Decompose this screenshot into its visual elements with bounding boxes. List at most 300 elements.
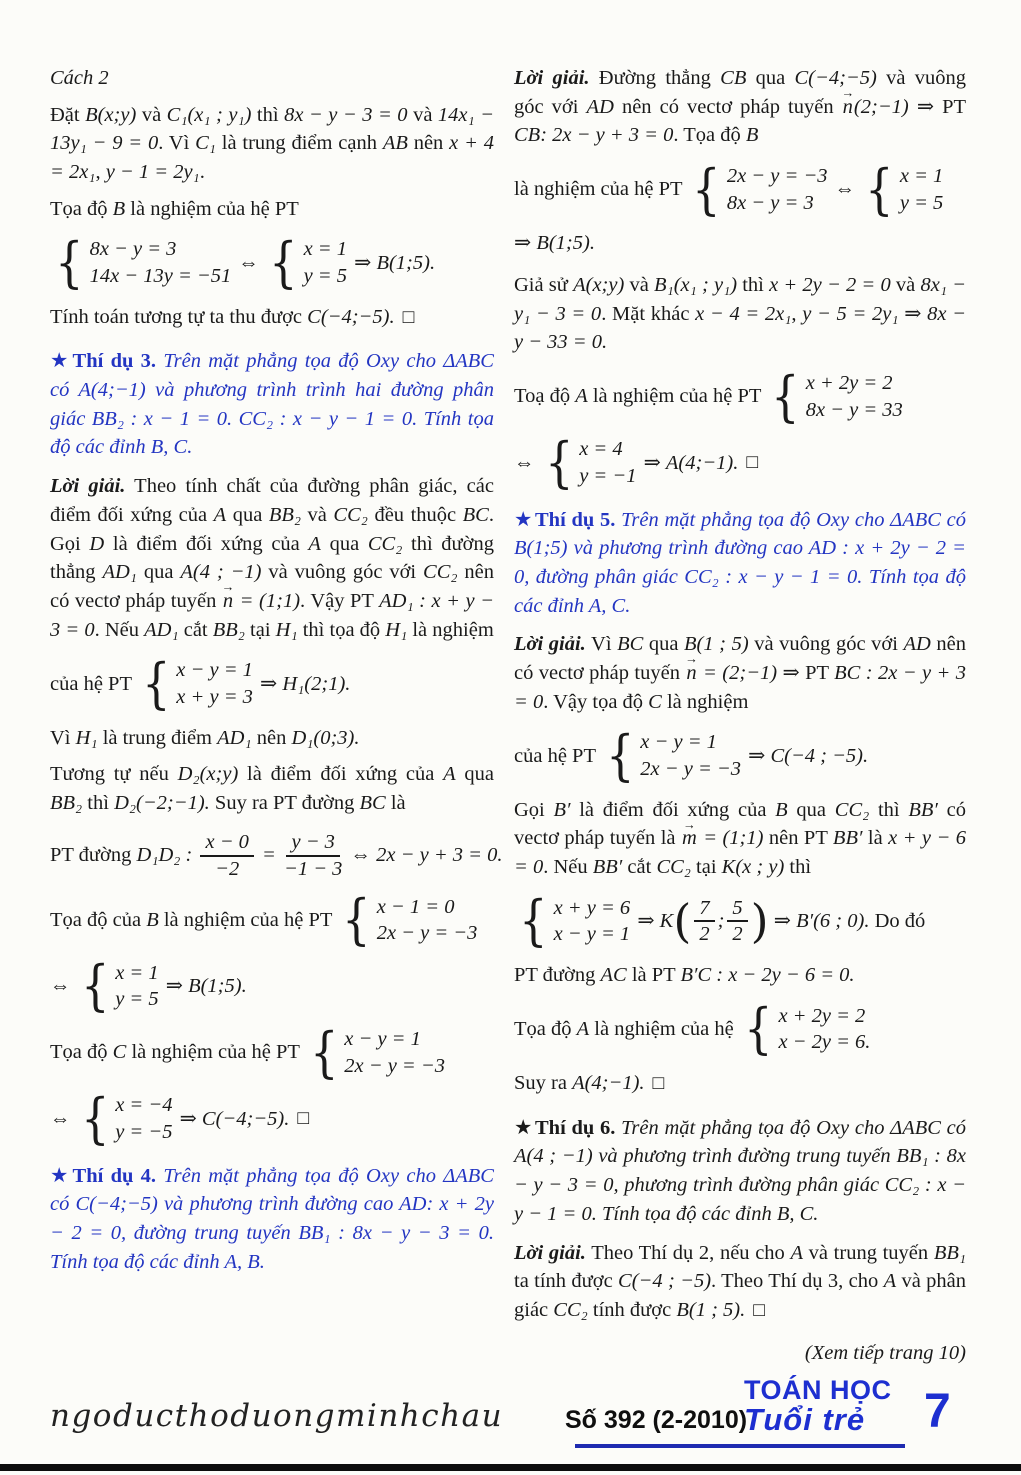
text-run: B(1 ; 5).: [676, 1298, 746, 1321]
text-run: B: [146, 908, 159, 931]
equation-system: [542, 430, 637, 494]
system-lines: [377, 894, 478, 947]
equation-line: x + y = 6: [553, 896, 631, 919]
right-column: [514, 56, 966, 1375]
text-run: CC₂: [834, 798, 870, 821]
text-run: B(1;5).: [536, 232, 595, 255]
equation-line: x = 4: [579, 438, 623, 461]
text-run: qua: [643, 633, 685, 656]
text-run: C(−4 ; −5).: [770, 744, 869, 767]
text-run: Trên mặt phẳng tọa độ Oxy cho ΔABC có A(4 ; −1) và phương trình đường trung tuyến BB₁ : 8x − y − 3 = 0, phương trình đường phân giác CC₂ : x − y − 1 = 0. Tính tọa độ các đỉnh B, C.: [514, 1116, 966, 1225]
paragraph: [50, 724, 494, 753]
fraction: [284, 831, 342, 881]
paragraph: [514, 1239, 966, 1325]
text-run: B(1;5).: [188, 975, 247, 998]
paragraph: [514, 961, 966, 990]
text-run: Thí dụ 3.: [72, 350, 157, 373]
text-run: nên có vectơ pháp tuyến: [50, 561, 495, 612]
text-run: ⇔: [829, 178, 861, 201]
text-run: A: [790, 1241, 803, 1264]
equation-system: [516, 889, 631, 953]
text-run: CB: 2x − y + 3 = 0: [514, 124, 674, 147]
text-run: Theo tính chất của đường phân giác, các điểm đối xứng của: [50, 475, 494, 526]
left-column: [50, 56, 503, 1286]
equation-line: 2x − y = −3: [726, 165, 828, 188]
system-lines: [115, 960, 158, 1013]
paragraph: [50, 303, 494, 332]
text-run: C₁(x₁ ; y₁): [166, 103, 252, 126]
star-icon: ★: [514, 1116, 533, 1139]
text-run: là nghiệm của hệ PT: [514, 178, 688, 201]
qed-box-icon: □: [297, 1108, 310, 1130]
equation-system: [689, 157, 828, 221]
text-run: . Vậy PT: [300, 589, 380, 612]
system-brace: {: [269, 230, 298, 294]
text-run: Trên mặt phẳng tọa độ Oxy cho ΔABC có B(1;5) và phương trình đường cao AD : x + 2y − 2 = 0, đường phân giác CC₂ : x − y − 1 = 0. Tính tọa độ các đỉnh A, C.: [514, 508, 966, 617]
paragraph: [50, 195, 494, 224]
system-lines: [344, 1026, 445, 1079]
text-run: BC: [617, 633, 644, 656]
system-lines: [778, 1003, 870, 1056]
text-run: (Xem tiếp trang 10): [804, 1341, 966, 1364]
text-run: là điểm đối xứng của: [570, 798, 776, 821]
text-run: Toạ độ: [514, 385, 576, 408]
text-run: C(−4;−5).: [307, 305, 395, 328]
issue-underline: [575, 1444, 905, 1448]
vector-arrow-icon: →: [221, 580, 235, 595]
text-run: . Nếu: [94, 618, 145, 641]
issue-number: Số 392 (2-2010): [565, 1406, 748, 1434]
text-run: thì: [251, 103, 285, 126]
text-run: A: [575, 385, 588, 408]
text-run: và phân giác: [514, 1270, 966, 1321]
paragraph: [50, 760, 494, 817]
vector-arrow-icon: →: [682, 817, 696, 832]
text-run: C(−4;−5).: [201, 1107, 290, 1130]
text-run: AD₁: [144, 618, 179, 641]
equation-line: y = −1: [579, 465, 637, 488]
equation-system: [52, 230, 232, 294]
page-number: 7: [924, 1385, 951, 1438]
system-lines: [554, 895, 631, 948]
equation-line: 8x − y = 3: [726, 191, 814, 214]
text-run: 8x − y − 3 = 0: [284, 103, 408, 126]
text-run: qua: [787, 798, 835, 821]
system-lines: [176, 657, 253, 710]
star-icon: ★: [50, 1164, 71, 1187]
equation-row: [514, 430, 966, 494]
equation-line: 14x − 13y = −51: [89, 265, 232, 288]
system-brace: {: [692, 157, 721, 221]
text-run: .: [199, 161, 205, 184]
text-run: ⇒: [349, 251, 377, 274]
text-run: và: [407, 103, 438, 126]
equation-row: [514, 229, 966, 258]
text-run: Trên mặt phẳng tọa độ Oxy cho ΔABC có A(4;−1) và phương trình trình hai đường phân giác BB₂ : x − 1 = 0. CC₂ : x − y − 1 = 0. Tính tọa độ các đỉnh B, C.: [50, 350, 494, 459]
text-run: BB′: [592, 856, 623, 879]
text-run: x − 4 = 2x₁: [695, 302, 792, 325]
text-run: và: [624, 274, 655, 297]
system-brace: {: [544, 430, 574, 494]
text-run: Vì: [585, 633, 618, 656]
text-run: Giả sử: [514, 274, 574, 297]
equation-line: 8x − y = 33: [805, 398, 903, 421]
vector-symbol: → n: [685, 652, 698, 685]
text-run: . Vì: [158, 132, 196, 155]
text-run: và trung tuyến: [803, 1241, 934, 1264]
equation-row: [514, 889, 966, 953]
text-run: là nghiệm: [407, 618, 494, 641]
text-run: Suy ra PT đường: [209, 791, 360, 814]
text-run: ⇒ PT: [777, 662, 835, 685]
equation-system: [78, 1086, 173, 1150]
text-run: A: [443, 763, 456, 786]
text-run: cắt: [622, 856, 657, 879]
logo-title-line1: TOÁN HỌC: [744, 1375, 892, 1405]
equation-system: [768, 364, 903, 428]
equation-line: 2x − y = −3: [344, 1054, 445, 1077]
text-run: C(−4;−5): [794, 67, 877, 89]
text-run: đều thuộc: [367, 503, 463, 526]
text-run: nên: [407, 132, 450, 155]
system-lines: [727, 163, 828, 216]
magazine-logo: [744, 1376, 892, 1437]
text-run: y − 1 = 2y₁: [105, 161, 200, 184]
paragraph: [514, 796, 966, 882]
fraction-numerator: y − 3: [286, 831, 339, 857]
text-run: AD₁: [102, 561, 137, 584]
qed-box-icon: □: [402, 306, 415, 328]
equation-row: [50, 651, 494, 715]
text-run: và vuông góc với: [514, 67, 966, 118]
text-run: C: [648, 690, 662, 713]
text-run: B: [775, 798, 788, 821]
text-run: tại: [690, 856, 722, 879]
example-heading: [50, 1162, 494, 1277]
text-run: thì: [737, 274, 770, 297]
text-run: B(1;5).: [376, 251, 436, 274]
text-run: tại: [244, 618, 276, 641]
equation-line: y = 5: [303, 265, 348, 288]
text-run: x + y − 6 = 0: [514, 827, 966, 879]
bottom-rule: [0, 1464, 1021, 1471]
text-run: Lời giải.: [514, 1241, 586, 1264]
text-run: . Mặt khác: [601, 302, 696, 325]
text-run: ⇔: [233, 251, 265, 274]
text-run: ⇒: [898, 302, 928, 325]
text-run: BB′: [832, 827, 863, 850]
text-run: K(x ; y): [721, 856, 785, 879]
text-run: AC: [600, 964, 627, 987]
text-run: B(1 ; 5): [684, 633, 749, 656]
text-run: ⇔: [514, 451, 540, 474]
continuation-note: [514, 1339, 966, 1368]
text-run: và vuông góc với: [261, 561, 424, 584]
text-run: Lời giải.: [514, 67, 590, 89]
example-heading: [514, 1114, 966, 1229]
equation-row: [50, 954, 494, 1018]
text-run: AD: [903, 633, 931, 656]
text-run: Thí dụ 5.: [535, 508, 616, 531]
equation-line: x + 2y = 2: [778, 1004, 866, 1027]
big-paren: ): [750, 894, 769, 948]
paragraph: [50, 64, 494, 93]
text-run: . Theo Thí dụ 3, cho: [711, 1270, 884, 1293]
text-run: 8x₁ − y₁ − 3 = 0: [514, 274, 966, 325]
system-brace: {: [80, 954, 110, 1018]
system-brace: {: [771, 364, 800, 428]
text-run: . Gọi: [50, 503, 494, 555]
system-lines: [900, 163, 943, 216]
equation-line: 8x − y = 3: [89, 238, 177, 261]
text-run: H₁: [385, 618, 408, 641]
text-run: và: [301, 503, 334, 526]
text-run: Tương tự nếu: [50, 763, 178, 786]
text-run: ⇒: [638, 451, 666, 474]
text-run: CC₂: [656, 856, 691, 879]
paragraph: [514, 64, 966, 150]
text-run: C₁: [195, 132, 216, 155]
text-run: của hệ PT: [514, 744, 601, 767]
text-run: thì: [784, 856, 812, 879]
paragraph: [514, 1069, 966, 1098]
text-run: D₁D₂ :: [136, 844, 198, 867]
fraction: [200, 831, 253, 881]
equation-line: x + y = 3: [176, 685, 253, 708]
text-run: CC₂: [367, 532, 403, 555]
text-run: là nghiệm: [661, 690, 749, 713]
text-run: ,: [95, 161, 106, 184]
text-run: cắt: [178, 618, 213, 641]
text-run: là nghiệm của hệ PT: [587, 385, 767, 408]
signature-handwriting: ngoducthoduongminhchau: [50, 1398, 504, 1434]
equation-line: x − 2y = 6.: [778, 1031, 871, 1054]
fraction-denominator: −2: [215, 857, 240, 880]
text-run: PT đường: [50, 844, 137, 867]
text-run: ⇔: [345, 844, 377, 867]
text-run: ⇒: [174, 1107, 202, 1130]
equation-line: x − y = 1: [176, 659, 253, 682]
text-run: C: [112, 1041, 127, 1064]
text-run: . Vậy tọa độ: [543, 690, 649, 713]
vector-symbol: → n: [841, 85, 855, 118]
text-run: thì tọa độ: [297, 618, 386, 641]
text-run: 8x − y − 33 = 0.: [514, 302, 966, 354]
fraction: [694, 897, 714, 947]
text-run: A(x;y): [573, 274, 625, 297]
equation-line: x − y = 1: [553, 923, 631, 946]
system-lines: [579, 436, 636, 489]
text-run: . Nếu: [543, 856, 593, 879]
text-run: AB: [382, 132, 408, 155]
text-run: = (1;1): [234, 589, 301, 612]
text-run: Tọa độ: [514, 1018, 577, 1041]
equation-system: [266, 230, 348, 294]
fraction-denominator: 2: [699, 923, 710, 946]
equation-system: [862, 157, 944, 221]
text-run: BB₂: [268, 503, 301, 526]
text-run: C(−4 ; −5): [618, 1270, 712, 1293]
text-run: . Tọa độ: [673, 124, 746, 147]
fraction-numerator: 5: [727, 897, 747, 923]
qed-box-icon: □: [746, 452, 759, 474]
text-run: ;: [717, 910, 725, 933]
fraction-numerator: x − 0: [200, 831, 253, 857]
text-run: A: [576, 1018, 590, 1041]
text-run: A(4 ; −1): [180, 561, 262, 584]
star-icon: ★: [514, 508, 533, 531]
text-run: B(x;y): [85, 103, 137, 126]
equation-line: x = 1: [899, 165, 944, 188]
equation-row: [514, 157, 966, 221]
big-paren: (: [673, 894, 692, 948]
text-run: là trung điểm cạnh: [215, 132, 383, 155]
text-run: Cách 2: [50, 67, 109, 89]
text-run: A(4;−1).: [572, 1072, 645, 1095]
example-heading: [50, 347, 494, 462]
system-brace: {: [141, 651, 171, 715]
text-run: BB₂: [50, 791, 83, 814]
text-run: 2x − y + 3 = 0.: [376, 844, 503, 867]
text-run: là nghiệm của hệ: [589, 1018, 739, 1041]
system-brace: {: [865, 157, 894, 221]
paragraph: [514, 630, 966, 716]
equation-line: x − y = 1: [640, 731, 717, 754]
qed-box-icon: □: [652, 1073, 665, 1095]
system-lines: [806, 370, 903, 423]
text-run: Lời giải.: [50, 475, 126, 498]
text-run: H₁: [75, 726, 98, 749]
text-run: là nghiệm của hệ PT: [158, 908, 338, 931]
system-brace: {: [342, 888, 371, 952]
equation-line: y = 5: [115, 988, 159, 1011]
text-run: và: [136, 103, 167, 126]
equation-system: [78, 954, 159, 1018]
text-run: qua: [136, 561, 181, 584]
text-run: H₁: [275, 618, 298, 641]
text-run: là: [385, 791, 406, 814]
text-run: AD₁ : x + y − 3 = 0: [50, 589, 494, 641]
text-run: Gọi: [514, 798, 554, 821]
text-run: AD: [586, 95, 614, 118]
fraction-numerator: 7: [694, 897, 714, 923]
system-lines: [90, 236, 232, 289]
vector-symbol: → m: [681, 817, 697, 850]
equation-system: [741, 997, 871, 1061]
text-run: D₂(−2;−1).: [114, 791, 210, 814]
equation-line: x = −4: [115, 1094, 173, 1117]
system-lines: [640, 729, 741, 782]
paragraph: [50, 472, 494, 644]
equation-system: [603, 724, 741, 788]
vector-arrow-icon: →: [841, 85, 855, 100]
equation-system: [307, 1020, 445, 1084]
text-run: qua: [746, 67, 795, 89]
text-run: B′(6 ; 0).: [796, 910, 870, 933]
text-run: B′: [553, 798, 571, 821]
text-run: Theo Thí dụ 2, nếu cho: [585, 1241, 791, 1264]
system-lines: [115, 1092, 172, 1145]
text-run: và vuông góc với: [748, 633, 904, 656]
fraction-denominator: −1 − 3: [284, 857, 343, 880]
text-run: là trung điểm: [97, 726, 218, 749]
text-run: ⇒: [514, 232, 537, 255]
equation-line: x + 2y = 2: [805, 372, 893, 395]
system-brace: {: [55, 230, 84, 294]
text-run: BB′: [908, 798, 938, 821]
paragraph: [50, 101, 494, 187]
equation-line: 2x − y = −3: [640, 758, 741, 781]
text-run: BC : 2x − y + 3 = 0: [514, 662, 966, 713]
text-run: BC: [462, 503, 489, 526]
logo-title-line2: Tuổi trẻ: [744, 1402, 866, 1438]
equation-row: [514, 364, 966, 428]
text-run: = (2;−1): [697, 662, 778, 685]
equation-line: x = 1: [115, 961, 159, 984]
text-run: Do đó: [869, 910, 926, 933]
text-run: ⇒ PT: [908, 95, 967, 118]
star-icon: ★: [50, 350, 71, 373]
equation-row: [514, 724, 966, 788]
equation-system: [339, 888, 478, 952]
equation-line: y = −5: [115, 1121, 173, 1144]
text-run: ⇒: [768, 910, 797, 933]
text-run: Tọa độ: [50, 1041, 113, 1064]
text-run: 14x₁ − 13y₁ − 9 = 0: [50, 103, 494, 155]
text-run: Đường thẳng: [589, 67, 721, 89]
text-run: A: [213, 503, 227, 526]
text-run: =: [256, 844, 281, 867]
text-run: (2;−1): [853, 95, 909, 118]
text-run: BC: [359, 791, 386, 814]
text-run: BB₁: [933, 1241, 966, 1264]
example-heading: [514, 506, 966, 621]
text-run: D: [89, 532, 105, 555]
text-run: ⇒: [632, 910, 660, 933]
text-run: B: [745, 124, 759, 147]
text-run: là nghiệm của hệ PT: [126, 1041, 305, 1064]
text-run: nên PT: [763, 827, 833, 850]
equation-line: x − 1 = 0: [376, 895, 455, 918]
text-run: B₁(x₁ ; y₁): [654, 274, 738, 297]
vector-symbol: → n: [221, 580, 235, 612]
text-run: Đặt: [50, 103, 86, 126]
text-run: ⇔: [50, 975, 76, 998]
text-run: y − 5 = 2y₁: [802, 302, 899, 325]
text-run: ⇒: [254, 672, 283, 695]
system-brace: {: [80, 1086, 110, 1150]
text-run: tính được: [587, 1298, 677, 1321]
text-run: CC₂: [553, 1298, 588, 1321]
equation-line: x − y = 1: [344, 1028, 421, 1051]
equation-row: [50, 1020, 494, 1084]
text-run: AD₁: [217, 726, 252, 749]
equation-line: y = 5: [899, 191, 944, 214]
text-run: là: [862, 827, 889, 850]
text-run: CB: [720, 67, 747, 89]
text-run: có vectơ pháp tuyến là: [514, 798, 966, 850]
text-run: thì: [869, 798, 909, 821]
system-brace: {: [519, 889, 548, 953]
text-run: B′C : x − 2y − 6 = 0.: [680, 964, 855, 987]
text-run: BB₂: [212, 618, 245, 641]
text-run: Vì: [50, 726, 76, 749]
equation-row: [50, 1086, 494, 1150]
equation-row: [514, 997, 966, 1061]
system-brace: {: [309, 1020, 339, 1084]
text-run: Trên mặt phẳng tọa độ Oxy cho ΔABC có C(−4;−5) và phương trình đường cao AD: x + 2y − 2 = 0, đường trung tuyến BB₁ : 8x − y − 3 = 0. Tính tọa độ các đỉnh A, B.: [50, 1164, 494, 1273]
text-run: của hệ PT: [50, 672, 137, 695]
